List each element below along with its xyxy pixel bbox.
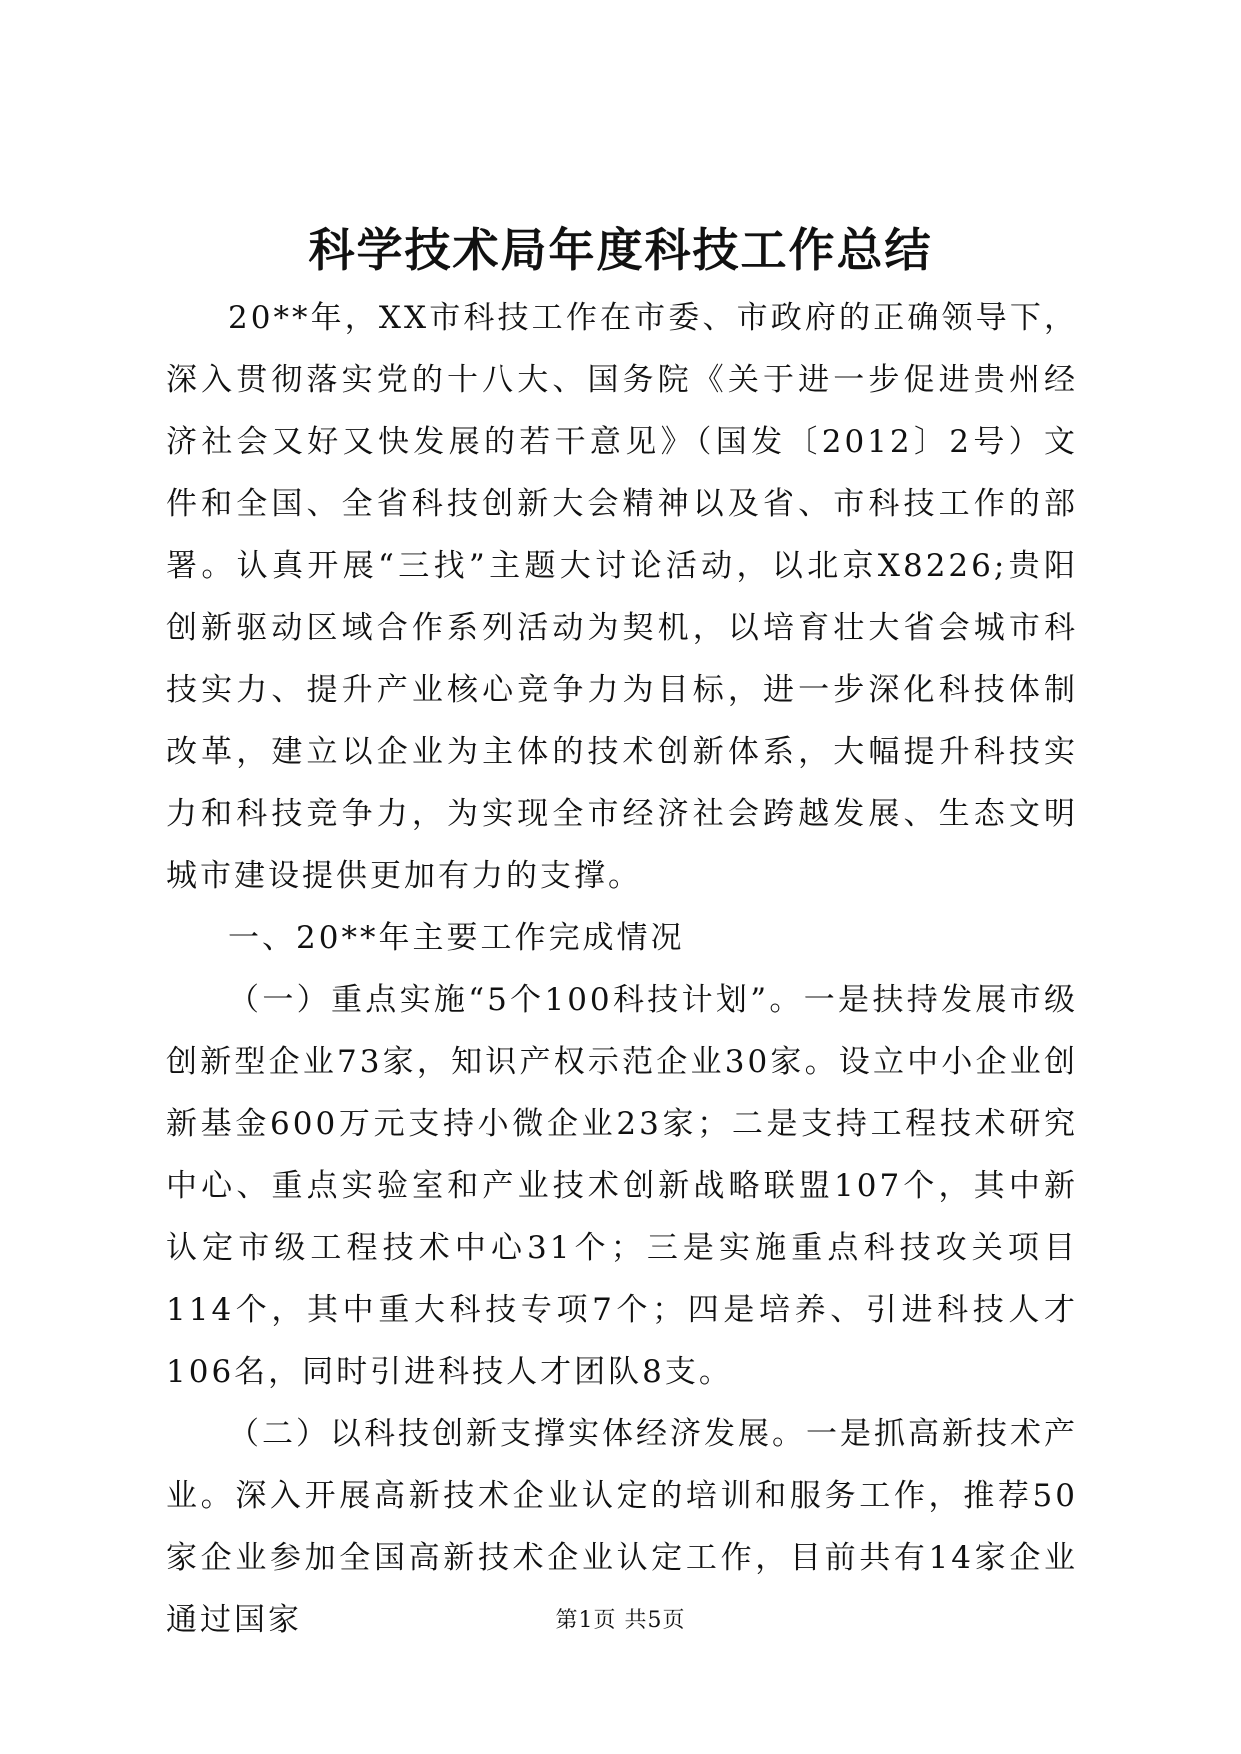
paragraph-intro: 20**年，XX市科技工作在市委、市政府的正确领导下，深入贯彻落实党的十八大、国务院《关于进一步促进贵州经济社会又好又快发展的若干意见》（国发〔2012〕2号）文件和全国、全省科技创新大会精神以及省、市科技工作的部署。认真开展“三找”主题大讨论活动，以北京X8226;贵阳创新驱动区域合作系列活动为契机，以培育壮大省会城市科技实力、提升产业核心竞争力为目标，进一步深化科技体制改革，建立以企业为主体的技术创新体系，大幅提升科技实力和科技竞争力，为实现全市经济社会跨越发展、生态文明城市建设提供更加有力的支撑。 bbox=[166, 300, 1078, 894]
document-title: 科学技术局年度科技工作总结 bbox=[308, 223, 933, 277]
paragraph-section-1-2: （二）以科技创新支撑实体经济发展。一是抓高新技术产业。深入开展高新技术企业认定的培训和服务工作，推荐50家企业参加全国高新技术企业认定工作，目前共有14家企业通过国家 bbox=[166, 1416, 1078, 1638]
document-body bbox=[166, 287, 1078, 1651]
section-heading-1: 一、20**年主要工作完成情况 bbox=[228, 920, 685, 956]
page-footer: 第1页 共5页 bbox=[555, 1608, 686, 1633]
paragraph-section-1-1: （一）重点实施“5个100科技计划”。一是扶持发展市级创新型企业73家，知识产权示范企业30家。设立中小企业创新基金600万元支持小微企业23家；二是支持工程技术研究中心、重点实验室和产业技术创新战略联盟107个，其中新认定市级工程技术中心31个；三是实施重点科技攻关项目114个，其中重大科技专项7个；四是培养、引进科技人才106名，同时引进科技人才团队8支。 bbox=[166, 982, 1078, 1390]
